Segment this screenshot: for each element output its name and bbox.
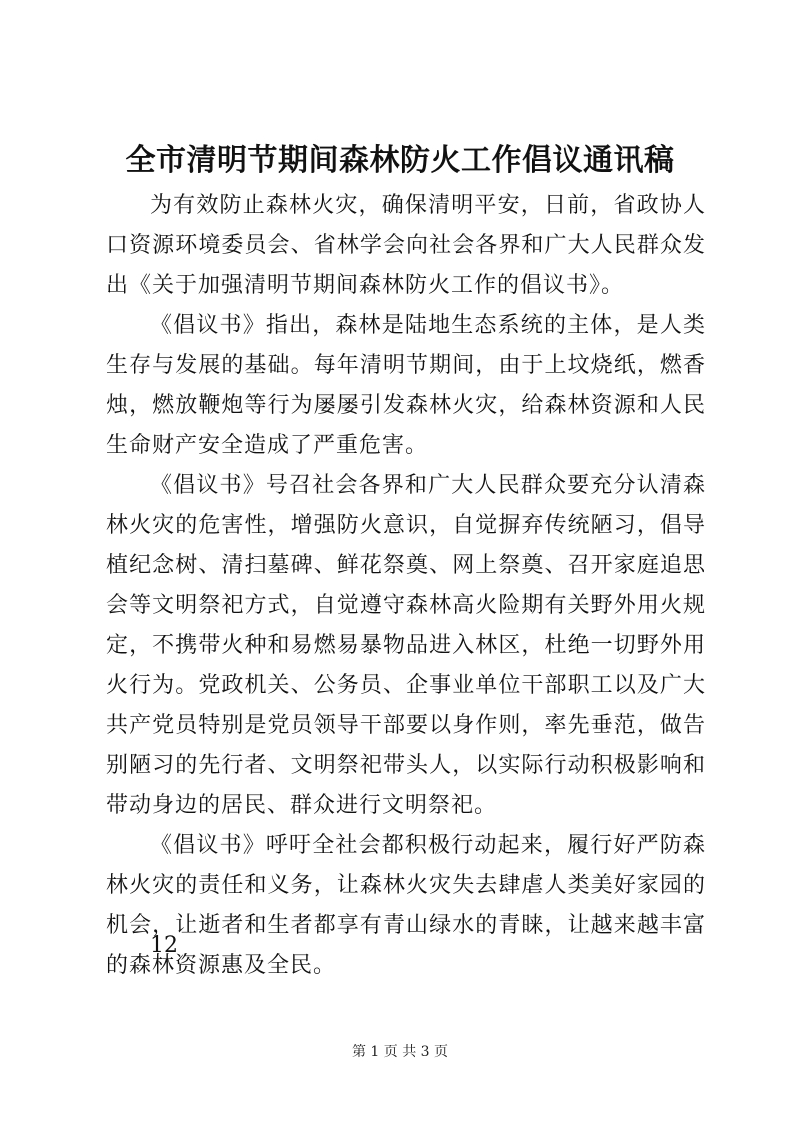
trailing-number: 12 [150, 933, 178, 958]
document-body [106, 186, 706, 986]
paragraph-4: 《倡议书》呼吁全社会都积极行动起来，履行好严防森林火灾的责任和义务，让森林火灾失去肆虐人类美好家园的机会，让逝者和生者都享有青山绿水的青睐，让越来越丰富的森林资源惠及全民。 [106, 833, 706, 978]
paragraph-2: 《倡议书》指出，森林是陆地生态系统的主体，是人类生存与发展的基础。每年清明节期间，由于上坟烧纸，燃香烛，燃放鞭炮等行为屡屡引发森林火灾，给森林资源和人民生命财产安全造成了严重危害。 [106, 313, 706, 458]
paragraph-3: 《倡议书》号召社会各界和广大人民群众要充分认清森林火灾的危害性，增强防火意识，自觉摒弃传统陋习，倡导植纪念树、清扫墓碑、鲜花祭奠、网上祭奠、召开家庭追思会等文明祭祀方式，自觉遵守森林高火险期有关野外用火规定，不携带火种和易燃易暴物品进入林区，杜绝一切野外用火行为。党政机关、公务员、企事业单位干部职工以及广大共产党员特别是党员领导干部要以身作则，率先垂范，做告别陋习的先行者、文明祭祀带头人，以实际行动积极影响和带动身边的居民、群众进行文明祭祀。 [106, 473, 706, 818]
document-title: 全市清明节期间森林防火工作倡议通讯稿 [125, 143, 675, 178]
paragraph-1: 为有效防止森林火灾，确保清明平安，日前，省政协人口资源环境委员会、省林学会向社会各界和广大人民群众发出《关于加强清明节期间森林防火工作的倡议书》。 [106, 193, 706, 298]
page-footer: 第 1 页 共 3 页 [351, 1044, 449, 1060]
